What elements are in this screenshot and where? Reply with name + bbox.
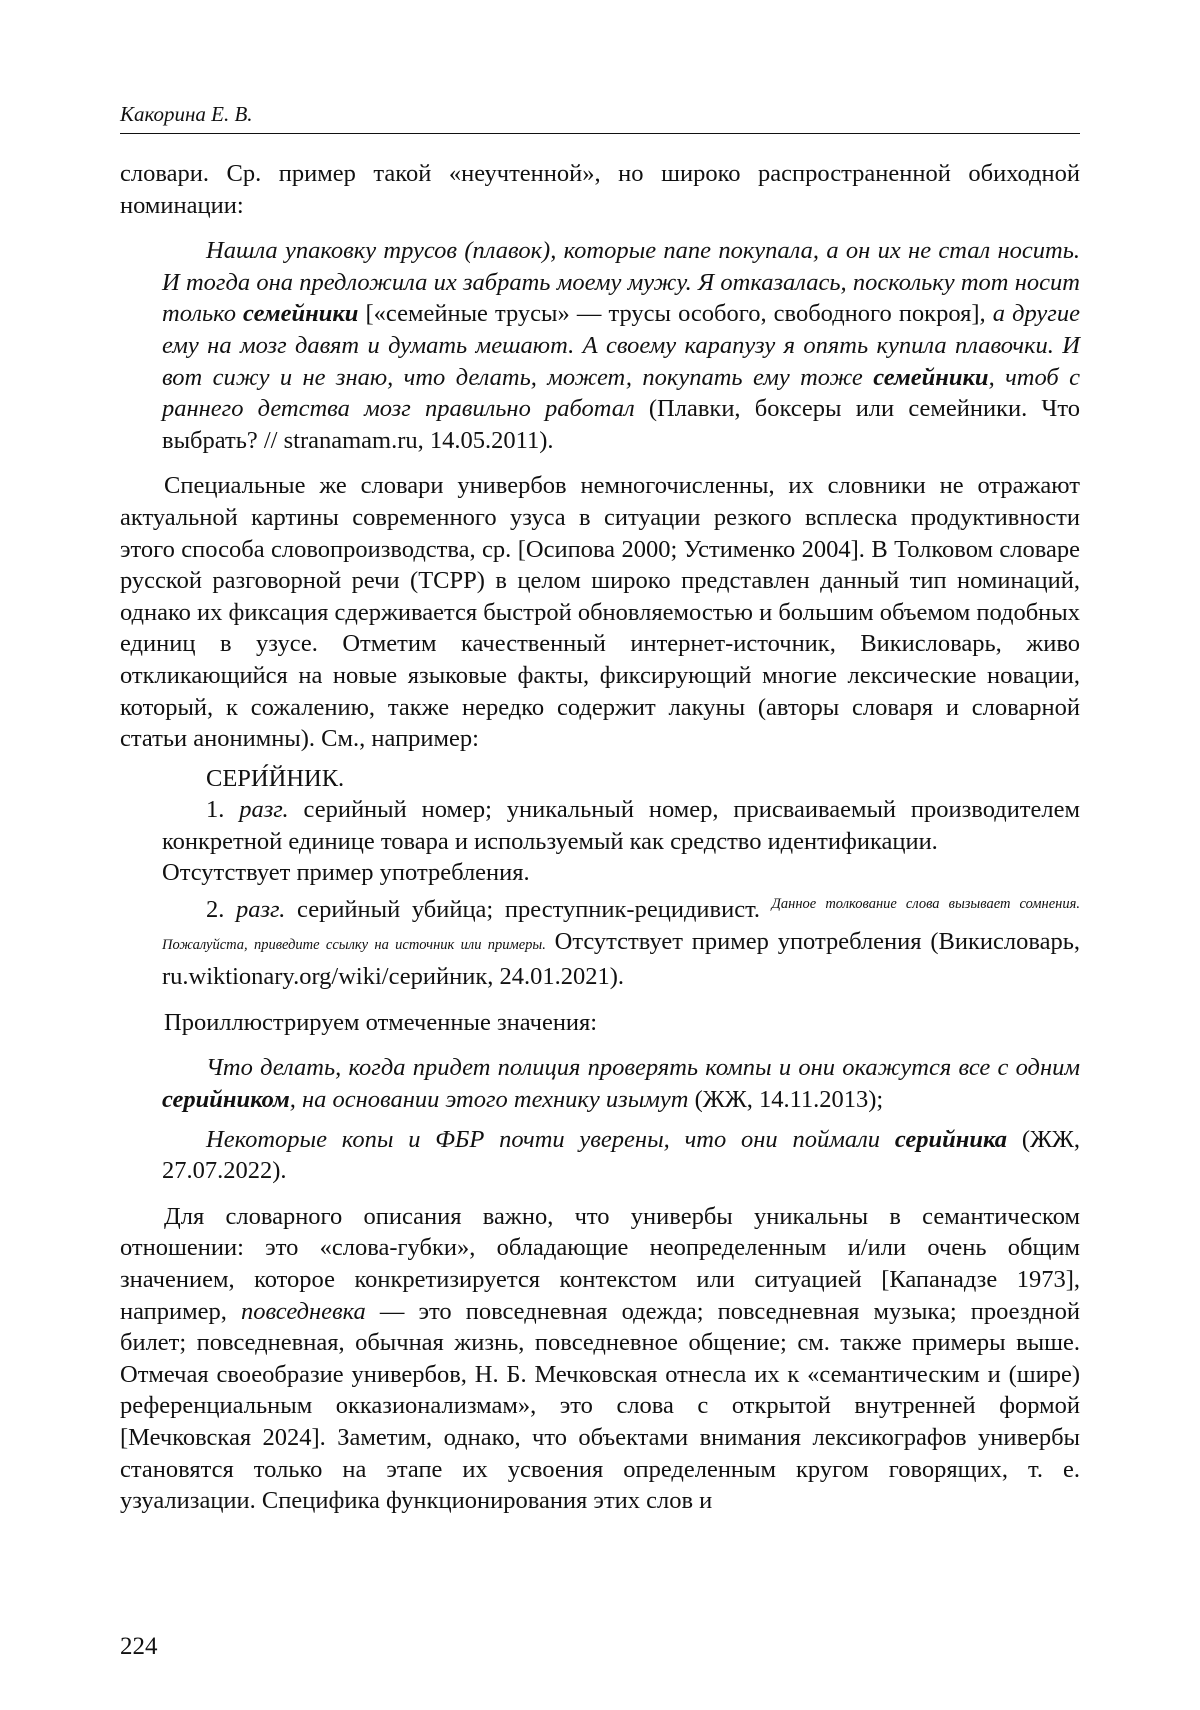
quote-keyword: семейники	[873, 363, 989, 391]
paragraph-dictionaries: Специальные же словари универбов немногочисленны, их словники не отражают актуальной картины современного узуса в ситуации резкого всплеска продуктивности этого способа словопроизводства, ср. [Осипова 2000; Устименко 2004]. В Толковом словаре русской разговорной речи (ТСРР) в целом широко представлен данный тип номинаций, однако их фиксация сдерживается быстрой обновляемостью и большим объемом подобных единиц в узусе. Отметим качественный интернет-источник, Викисловарь, живо откликающийся на новые языковые факты, фиксирующий многие лексические новации, который, к сожалению, также нередко содержит лакуны (авторы словаря и словарной статьи анонимны). См., например:	[120, 472, 1080, 753]
quote-text: Нашла упаковку трусов (плавок), которые папе покупала, а он их не стал носить. И тогда она предложила их забрать моему мужу. Я отказалась, поскольку тот носит только	[162, 237, 1080, 328]
sense-definition: серийный убийца; преступник-рецидивист.	[285, 896, 772, 924]
quote-source: (Плавки, боксеры или семейники. Что выбрать? // stranamam.ru, 14.05.2011).	[162, 395, 1080, 454]
header-rule	[120, 133, 1080, 134]
quote-source: (ЖЖ, 14.11.2013);	[688, 1086, 884, 1114]
entry-sense-1-note: Отсутствует пример употребления.	[162, 859, 530, 887]
quote-example-1	[162, 235, 1080, 456]
entry-headword: СЕРИ́ЙНИК.	[206, 764, 345, 792]
sense-definition: серийный номер; уникальный номер, присваиваемый производителем конкретной единице товара и используемый как средство идентификации.	[162, 796, 1080, 855]
page-body	[120, 158, 1080, 1517]
quote-keyword: серийником	[162, 1086, 290, 1114]
paragraph-intro: словари. Ср. пример такой «неучтенной», но широко распространенной обиходной номинации:	[120, 160, 1080, 219]
sense-number: 2.	[206, 896, 236, 924]
quote-text: Некоторые копы и ФБР почти уверены, что они поймали	[206, 1125, 895, 1153]
quote-gloss: [«семейные трусы» — трусы особого, свободного покроя]	[358, 300, 980, 328]
sense-label: разг.	[235, 896, 286, 924]
page-number: 224	[120, 1633, 158, 1660]
sense-source: Отсутствует пример употребления (Викисловарь, ru.wiktionary.org/wiki/серийник, 24.01.2021).	[162, 927, 1080, 991]
quote-example-3	[162, 1124, 1080, 1187]
quote-source: (ЖЖ, 27.07.2022).	[162, 1125, 1081, 1185]
quote-text: Что делать, когда придет полиция проверять компы и они окажутся все с одним	[206, 1054, 1080, 1082]
entry-sense-2	[162, 889, 1080, 993]
paragraph-univerbs	[120, 1201, 1080, 1517]
sense-label: разг.	[239, 796, 289, 824]
wiki-note-superscript: Данное толкование слова вызывает сомнения.	[771, 896, 1080, 913]
wiki-note-line: Пожалуйста, приведите ссылку на источник или примеры.	[162, 936, 546, 953]
sense-number: 1.	[206, 796, 240, 824]
entry-sense-1	[162, 794, 1080, 857]
quote-text: , чтоб с раннего детства мозг правильно работал	[162, 363, 1080, 423]
paragraph-text: Для словарного описания важно, что универбы уникальны в семантическом отношении: это «слова-губки», обладающие неопределенным и/или очень общим значением, которое конкретизируется контекстом или ситуацией [Капанадзе 1973], например,	[120, 1202, 1080, 1325]
running-header: Какорина Е. В.	[120, 102, 253, 126]
paragraph-illustrate: Проиллюстрируем отмеченные значения:	[164, 1008, 598, 1036]
quote-keyword: серийника	[894, 1125, 1008, 1153]
quote-example-2	[162, 1052, 1080, 1115]
example-word: повседневка	[240, 1297, 366, 1325]
quote-text: , а другие ему на мозг давят и думать мешают. А своему карапузу я опять купила плавочки. И вот сижу и не знаю, что делать, может, покупать ему тоже	[162, 300, 1080, 391]
quote-text: , на основании этого технику изымут	[289, 1086, 689, 1114]
dictionary-entry	[162, 763, 1080, 993]
quote-keyword: семейники	[243, 300, 359, 328]
paragraph-text: — это повседневная одежда; повседневная музыка; проездной билет; повседневная, обычная жизнь, повседневное общение; см. также примеры выше. Отмечая своеобразие универбов, Н. Б. Мечковская отнесла их к «семантическим и (шире) референциальным окказионализмам», это слова с открытой внутренней формой [Мечковская 2024]. Заметим, однако, что объектами внимания лексикографов универбы становятся только на этапе их усвоения определенным кругом говорящих, т. е. узуализации. Специфика функционирования этих слов и	[120, 1297, 1080, 1515]
